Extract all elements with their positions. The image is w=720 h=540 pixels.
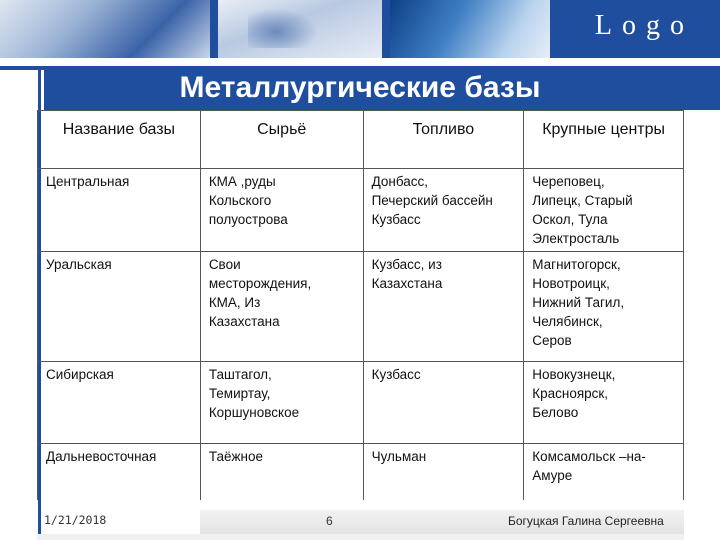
cell-centers: Череповец, Липецк, Старый Оскол, Тула Электросталь [524, 169, 684, 252]
table-row [38, 444, 684, 500]
cell-fuel: Кузбасс, из Казахстана [363, 252, 524, 362]
cell-fuel: Кузбасс [363, 362, 524, 444]
cell-name: Дальневосточная [38, 444, 201, 500]
cell-centers: Новокузнецк, Красноярск, Белово [524, 362, 684, 444]
header-centers: Крупные центры [524, 111, 684, 169]
footer-bottom-strip [37, 534, 684, 540]
cell-name: Уральская [38, 252, 201, 362]
bases-table [37, 110, 684, 500]
footer-author: Богуцкая Галина Сергеевна [508, 514, 664, 528]
header-name: Название базы [38, 111, 201, 169]
cell-raw: Таштагол, Темиртау, Коршуновское [200, 362, 363, 444]
header-raw: Сырьё [200, 111, 363, 169]
header-fuel: Топливо [363, 111, 524, 169]
cell-centers: Магнитогорск, Новотроицк, Нижний Тагил, Челябинск, Серов [524, 252, 684, 362]
table-header-row [38, 111, 684, 169]
cell-fuel: Донбасс, Печерский бассейн Кузбасс [363, 169, 524, 252]
logo: Logo [594, 10, 694, 41]
header-photo-building [390, 0, 550, 58]
table-row [38, 169, 684, 252]
cell-raw: Таёжное [200, 444, 363, 500]
footer-date: 1/21/2018 [44, 513, 107, 527]
table-row [38, 252, 684, 362]
table-row [38, 362, 684, 444]
slide-title: Металлургические базы [179, 71, 541, 104]
cell-name: Сибирская [38, 362, 201, 444]
header-photo-bird [218, 0, 382, 58]
cell-name: Центральная [38, 169, 201, 252]
header-bar [0, 0, 720, 58]
page-number: 6 [326, 514, 333, 528]
header-photo-hands [0, 0, 210, 58]
cell-fuel: Чульман [363, 444, 524, 500]
header-divider [0, 58, 720, 66]
bird-image [248, 8, 318, 48]
cell-raw: Свои месторождения, КМА, Из Казахстана [200, 252, 363, 362]
cell-raw: КМА ,руды Кольского полуострова [200, 169, 363, 252]
cell-centers: Комсамольск –на- Амуре [524, 444, 684, 500]
